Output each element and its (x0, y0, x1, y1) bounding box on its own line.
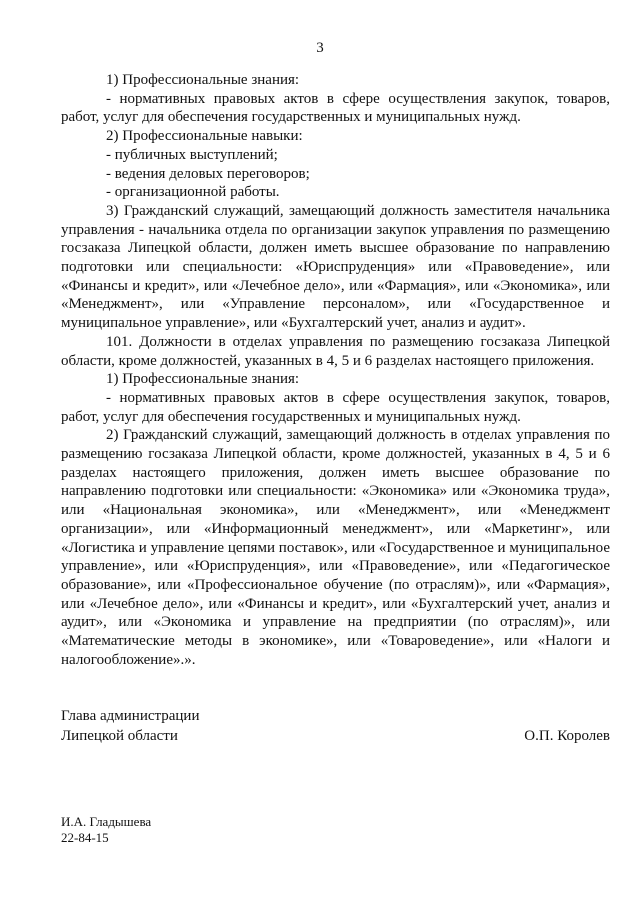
paragraph: 1) Профессиональные знания: (106, 72, 300, 88)
paragraph: 3) Гражданский служащий, замещающий должность заместителя начальника управления - начальника отдела по организации закупок управления по размещению госзаказа Липецкой области, должен иметь высшее образование по направлению подготовки или специальности: «Юриспруденция» или «Правоведение», или «Финансы и кредит», или «Лечебное дело», или «Фармация», или «Экономика», или «Менеджмент», или «Управление персоналом», или «Государственное и муниципальное управление», или «Бухгалтерский учет, анализ и аудит». (61, 202, 610, 332)
signatory-name: О.П. Королев (524, 728, 610, 744)
executor-footer (61, 814, 151, 846)
paragraph: 101. Должности в отделах управления по размещению госзаказа Липецкой области, кроме должностей, указанных в 4, 5 и 6 разделах настоящего приложения. (61, 333, 610, 369)
paragraph: - ведения деловых переговоров; (106, 165, 310, 182)
paragraph: 2) Гражданский служащий, замещающий должность в отделах управления по размещению госзаказа Липецкой области, кроме должностей, указанных в 4, 5 и 6 разделах настоящего приложения, должен иметь высшее образование по направлению подготовки или специальности: «Экономика» или «Экономика труда», или «Национальная экономика», или «Менеджмент», или «Менеджмент организации», или «Информационный менеджмент», или «Маркетинг», или «Логистика и управление цепями поставок», или «Государственное и муниципальное управление», или «Юриспруденция», или «Правоведение», или «Педагогическое образование», или «Профессиональное обучение (по отраслям)», или «Фармация», или «Лечебное дело», или «Финансы и кредит», или «Бухгалтерский учет, анализ и аудит», или «Экономика и управление на предприятии (по отраслям)», или «Математические методы в экономике», или «Товароведение», или «Налоги и налогообложение».». (61, 427, 610, 668)
paragraph: - организационной работы. (106, 184, 280, 201)
paragraph: 1) Профессиональные знания: (106, 371, 300, 388)
signature-row (61, 726, 610, 746)
executor-phone: 22-84-15 (61, 830, 109, 845)
executor-name: И.А. Гладышева (61, 814, 152, 829)
paragraph: - нормативных правовых актов в сфере осуществления закупок, товаров, работ, услуг для обеспечения государственных и муниципальных нужд. (61, 90, 610, 126)
paragraph: - нормативных правовых актов в сфере осуществления закупок, товаров, работ, услуг для обеспечения государственных и муниципальных нужд. (61, 389, 610, 425)
signature-block (61, 706, 610, 746)
page-number: 3 (316, 40, 324, 56)
paragraph: - публичных выступлений; (106, 146, 278, 163)
paragraph: 2) Профессиональные навыки: (106, 128, 303, 145)
document-body (61, 71, 610, 670)
signatory-title-line2: Липецкой области (61, 728, 178, 744)
signatory-title-line1: Глава администрации (61, 708, 200, 724)
